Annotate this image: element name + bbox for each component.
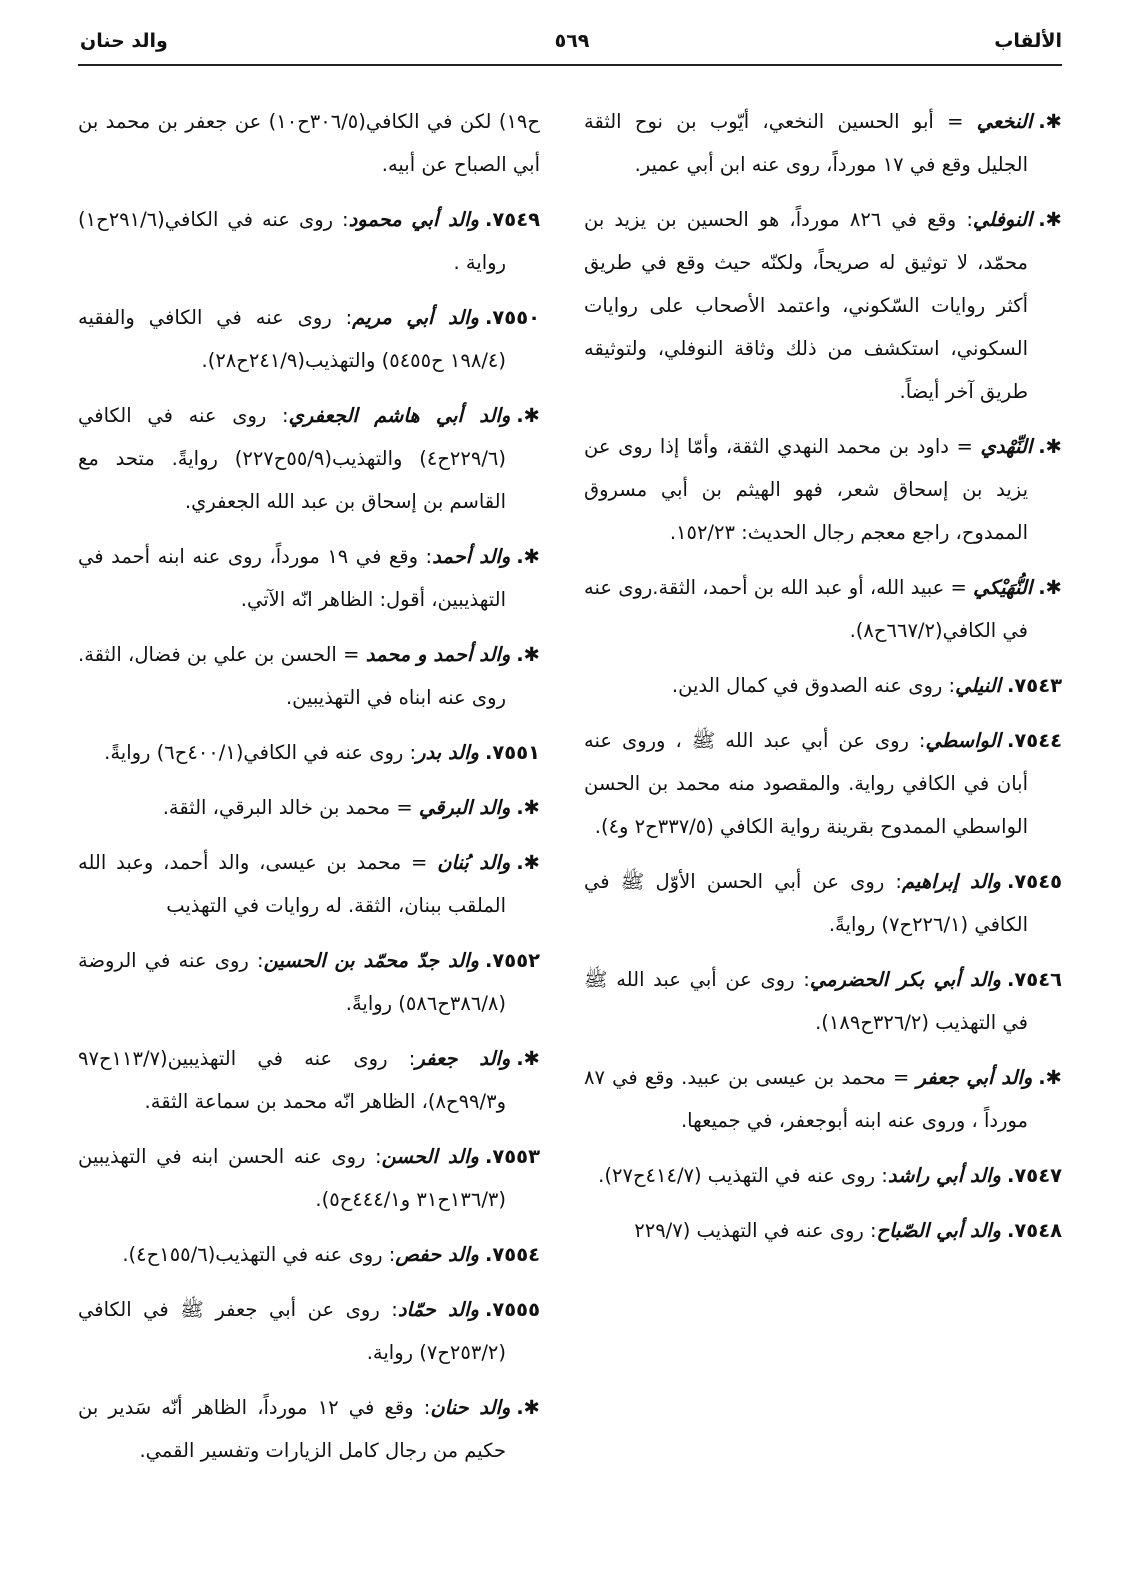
- entry-headword: والد بدر: [416, 741, 479, 764]
- dictionary-entry: [584, 1209, 1062, 1252]
- dictionary-entry: [78, 1233, 540, 1276]
- entry-headword: والد حمّاد: [397, 1298, 479, 1321]
- entry-text: : روى عنه في التهذيبين(١١٣/٧ح٩٧ و٩٩/٣ح٨)، الظاهر انّه محمد بن سماعة الثقة.: [78, 1047, 506, 1113]
- entry-text: ح١٩) لكن في الكافي(٣٠٦/٥ح١٠) عن جعفر بن محمد بن أبي الصباح عن أبيه.: [78, 110, 540, 176]
- entry-headword: والد جعفر: [415, 1047, 511, 1070]
- entry-text: = محمد بن عيسى، والد أحمد، وعبد الله الملقب ببنان، الثقة. له روايات في التهذيب: [78, 851, 506, 917]
- entry-headword: والد أبي مريم: [352, 306, 479, 329]
- entry-marker: ٧٥٤٦.: [1006, 968, 1063, 991]
- entry-text: : وقع في ١٢ مورداً، الظاهر أنّه سَدير بن حكيم من رجال كامل الزيارات وتفسير القمي.: [78, 1396, 506, 1462]
- entry-headword: النخعي: [976, 110, 1033, 133]
- entry-headword: النِّهْدي: [980, 435, 1033, 458]
- dictionary-entry: [78, 535, 540, 621]
- entry-marker: ٧٥٥٣.: [484, 1145, 540, 1168]
- entry-marker: ✱.: [1038, 110, 1062, 133]
- entry-marker: ٧٥٤٣.: [1006, 674, 1062, 697]
- dictionary-entry: [78, 841, 540, 927]
- entry-text: : روى عنه في التهذيب(١٥٥/٦ح٤).: [122, 1243, 396, 1266]
- entry-headword: والد أبي بكر الحضرمي: [809, 968, 1001, 991]
- entry-headword: والد أبي جعفر: [916, 1066, 1033, 1089]
- entry-marker: ✱.: [516, 643, 540, 666]
- dictionary-entry: [584, 860, 1062, 946]
- entry-text: : روى عن أبي جعفر ﷺ في الكافي (٢٥٣/٢ح٧) رواية.: [78, 1298, 506, 1364]
- entry-text: : روى عنه الحسن ابنه في التهذيبين (١٣٦/٣ح٣١ و٤٤٤/١ح٥).: [78, 1145, 506, 1211]
- entry-text: = عبيد الله، أو عبد الله بن أحمد، الثقة.روى عنه في الكافي(٦٦٧/٢ح٨).: [584, 576, 1028, 642]
- entry-marker: ٧٥٥٤.: [484, 1243, 540, 1266]
- entry-text: : روى عنه في الكافي(٢٩١/٦ح١) رواية .: [78, 208, 506, 274]
- left-column: [78, 100, 540, 1484]
- entry-text: : وقع في ٨٢٦ مورداً، هو الحسين بن يزيد بن محمّد، لا توثيق له صريحاً، ولكنّه حيث وقع في طريق أكثر روايات السّكوني، واعتمد الأصحاب على روايات السكوني، استكشف من ذلك وثاقة النوفلي، ولتوثيقه طريق آخر أيضاً.: [584, 208, 1028, 403]
- entry-text: : وقع في ١٩ مورداً، روى عنه ابنه أحمد في التهذيبين، أقول: الظاهر انّه الآتي.: [78, 545, 506, 611]
- entry-text: : روى عن أبي عبد الله ﷺ في التهذيب (٣٢٦/٢ح١٨٩).: [584, 968, 1028, 1034]
- entry-text: : روى عنه الصدوق في كمال الدين.: [671, 674, 956, 697]
- entry-headword: والد البرقي: [418, 796, 511, 819]
- entry-marker: ٧٥٤٤.: [1006, 729, 1062, 752]
- entry-headword: النيلي: [955, 674, 1001, 697]
- entry-marker: ٧٥٥٥.: [484, 1298, 540, 1321]
- dictionary-entry: [584, 425, 1062, 554]
- entry-headword: والد الحسن: [381, 1145, 479, 1168]
- dictionary-entry: [584, 958, 1062, 1044]
- entry-headword: والد أبي راشد: [887, 1164, 1001, 1187]
- dictionary-entry: [584, 719, 1062, 848]
- entry-marker: ٧٥٥٢.: [484, 949, 540, 972]
- entry-marker: ٧٥٤٧.: [1006, 1164, 1062, 1187]
- right-column: [584, 100, 1062, 1264]
- entry-headword: والد حنان: [430, 1396, 511, 1419]
- dictionary-entry: [584, 100, 1062, 186]
- entry-headword: والد أبي الصّباح: [876, 1219, 1001, 1242]
- entry-marker: ✱.: [1038, 576, 1062, 599]
- running-header-section: الألقاب: [994, 30, 1062, 52]
- entry-headword: النُّهَيْكي: [973, 576, 1033, 599]
- entry-headword: النوفلي: [972, 208, 1033, 231]
- entry-text: : روى عنه في الكافي(٤٠٠/١ح٦) روايةً.: [104, 741, 417, 764]
- dictionary-entry: [78, 296, 540, 382]
- entry-headword: والد أبي محمود: [348, 208, 479, 231]
- dictionary-entry: [78, 1288, 540, 1374]
- entry-marker: ✱.: [1038, 435, 1062, 458]
- entry-headword: والد بُنان: [437, 851, 511, 874]
- entry-text: = داود بن محمد النهدي الثقة، وأمّا إذا روى عن يزيد بن إسحاق شعر، فهو الهيثم بن أبي مسروق الممدوح، راجع معجم رجال الحديث: ١٥٢/٢٣.: [584, 435, 1028, 544]
- entry-marker: ✱.: [516, 404, 540, 427]
- entry-text: = محمد بن عيسى بن عبيد. وقع في ٨٧ مورداً ، وروى عنه ابنه أبوجعفر، في جميعها.: [584, 1066, 1028, 1132]
- entry-text: : روى عنه في الروضة (٣٨٦/٨ح٥٨٦) روايةً.: [78, 949, 506, 1015]
- entry-marker: ٧٥٤٩.: [484, 208, 540, 231]
- entry-marker: ✱.: [516, 796, 540, 819]
- entry-marker: ٧٥٥٠.: [484, 306, 540, 329]
- entry-text: = محمد بن خالد البرقي، الثقة.: [162, 796, 419, 819]
- dictionary-entry: [78, 1386, 540, 1472]
- entry-headword: والد حفص: [395, 1243, 479, 1266]
- entry-text: = الحسن بن علي بن فضال، الثقة. روى عنه ابناه في التهذيبين.: [78, 643, 506, 709]
- entry-text: : روى عنه في التهذيب (٤١٤/٧ح٢٧).: [598, 1164, 888, 1187]
- dictionary-entry: [584, 1056, 1062, 1142]
- entry-marker: ✱.: [516, 851, 541, 874]
- dictionary-entry: [78, 100, 540, 186]
- entry-text: : روى عنه في الكافي (٢٢٩/٦ح٤) والتهذيب(٥٥/٩ح٢٢٧) روايةً. متحد مع القاسم بن إسحاق بن عبد الله الجعفري.: [78, 404, 506, 513]
- entry-marker: ٧٥٤٥.: [1006, 870, 1063, 893]
- entry-marker: ✱.: [1038, 1066, 1062, 1089]
- entry-headword: الواسطي: [925, 729, 1001, 752]
- dictionary-entry: [78, 394, 540, 523]
- dictionary-entry: [78, 939, 540, 1025]
- entry-headword: والد أحمد: [432, 545, 511, 568]
- entry-text: : روى عنه في الكافي والفقيه (١٩٨/٤ ح٥٤٥٥) والتهذيب(٢٤١/٩ح٢٨).: [78, 306, 506, 372]
- running-header-entry: والد حنان: [80, 30, 168, 52]
- entry-headword: والد جدّ محمّد بن الحسين: [263, 949, 479, 972]
- entry-marker: ✱.: [516, 545, 541, 568]
- entry-marker: ✱.: [1038, 208, 1063, 231]
- entry-marker: ✱.: [516, 1396, 540, 1419]
- dictionary-entry: [78, 1037, 540, 1123]
- entry-text: : روى عنه في التهذيب (٢٢٩/٧: [634, 1219, 877, 1242]
- entry-marker: ✱.: [516, 1047, 541, 1070]
- entry-text: : روى عن أبي الحسن الأوّل ﷺ في الكافي (٢٢٦/١ح٧) روايةً.: [584, 870, 1028, 936]
- entry-marker: ٧٥٤٨.: [1006, 1219, 1062, 1242]
- dictionary-entry: [584, 566, 1062, 652]
- entry-headword: والد إبراهيم: [902, 870, 1001, 893]
- dictionary-entry: [584, 198, 1062, 413]
- dictionary-entry: [584, 1154, 1062, 1197]
- dictionary-entry: [78, 1135, 540, 1221]
- entry-text: = أبو الحسين النخعي، أيّوب بن نوح الثقة الجليل وقع في ١٧ مورداً، روى عنه ابن أبي عمير.: [584, 110, 1028, 176]
- dictionary-entry: [584, 664, 1062, 707]
- dictionary-entry: [78, 786, 540, 829]
- entry-headword: والد أحمد و محمد: [365, 643, 511, 666]
- header-rule: [78, 64, 1062, 66]
- entry-marker: ٧٥٥١.: [484, 741, 540, 764]
- dictionary-entry: [78, 731, 540, 774]
- page-number: ٥٦٩: [554, 30, 590, 52]
- dictionary-entry: [78, 198, 540, 284]
- entry-headword: والد أبي هاشم الجعفري: [288, 404, 511, 427]
- entry-text: : روى عن أبي عبد الله ﷺ ، وروى عنه أبان في الكافي رواية. والمقصود منه محمد بن الحسن الواسطي الممدوح بقرينة رواية الكافي (٣٣٧/٥ح٢ و٤).: [584, 729, 1028, 838]
- dictionary-entry: [78, 633, 540, 719]
